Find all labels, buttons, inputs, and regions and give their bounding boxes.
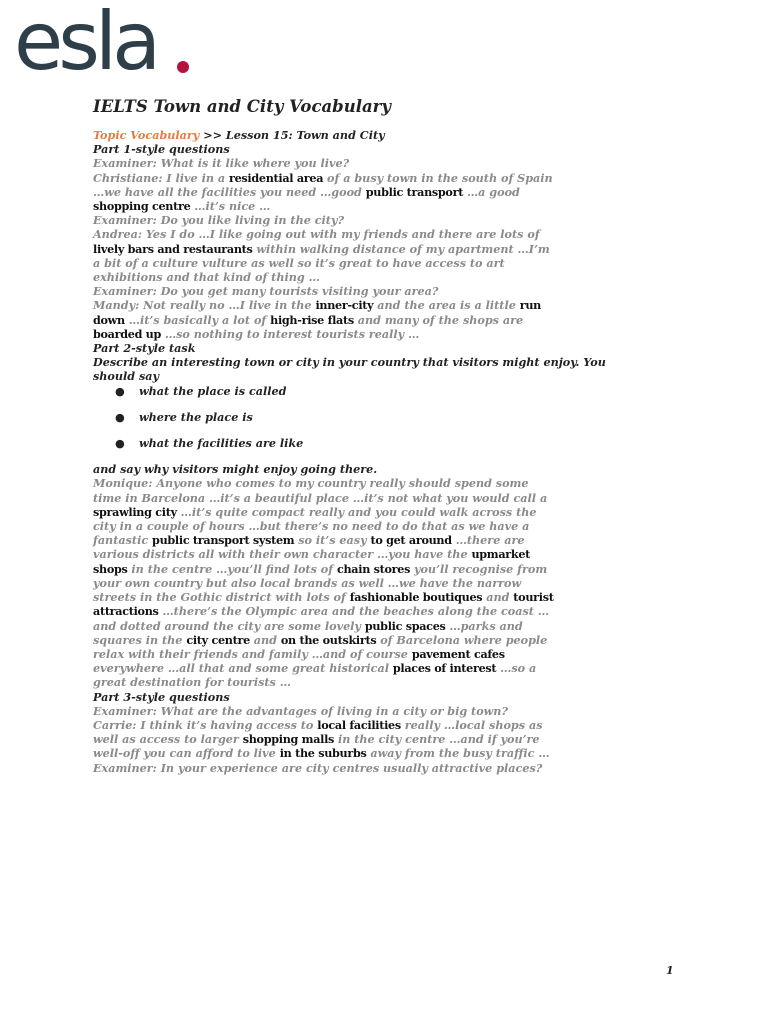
breadcrumb-separator: >> [199,128,226,142]
answer-text: …a good [463,184,520,199]
breadcrumb-lesson: Lesson 15: Town and City [225,128,385,142]
key-vocabulary: city centre [186,632,250,647]
answer-text: in the city centre …and if you’re well-off you can afford to live [93,732,540,761]
part2-after-text: and say why visitors might enjoy going there. [93,462,378,477]
key-vocabulary: pavement cafes [411,646,505,661]
key-vocabulary: to get around [370,533,452,548]
key-vocabulary: sprawling city [93,504,177,519]
answer-text: Monique: Anyone who comes to my country really should spend some time in Barcelona …it’s a beautiful place …it’s not what you would call a [93,476,548,505]
part1-question-1: Examiner: What is it like where you live? [93,156,350,171]
key-vocabulary: shopping centre [93,199,191,214]
key-vocabulary: residential area [229,170,324,185]
part1-question-2: Examiner: Do you like living in the city? [93,213,344,228]
breadcrumb-topic-link[interactable]: Topic Vocabulary [93,128,200,142]
part3-heading: Part 3-style questions [93,689,230,704]
key-vocabulary: run down [93,298,542,327]
part3-question-2: Examiner: In your experience are city centres usually attractive places? [93,760,543,775]
key-vocabulary: in the suburbs [279,746,367,761]
key-vocabulary: places of interest [392,661,497,676]
part3-question-1: Examiner: What are the advantages of living in a city or big town? [93,703,508,718]
part2-heading: Part 2-style task [93,341,196,356]
bullet-text: what the facilities are like [139,436,304,451]
key-vocabulary: lively bars and restaurants [93,241,253,256]
answer-text: so it’s easy [294,533,371,548]
key-vocabulary: on the outskirts [280,632,377,647]
answer-text: and many of the shops are [353,312,524,327]
key-vocabulary: upmarket shops [93,547,531,576]
answer-text: you’ll recognise from your own country but also local brands as well …we have the narrow streets in the Gothic district with lots of [93,561,548,605]
list-item [115,384,633,398]
part2-prompt: Describe an interesting town or city in your country that visitors might enjoy. You should say [93,355,606,384]
answer-text: …there’s the Olympic area and the beaches along the coast …and dotted around the city are some lovely [93,604,550,633]
answer-text: …it’s quite compact really and you could walk across the city in a couple of hours …but there’s no need to do that as we have a fantastic [93,504,537,548]
part3-answer-1 [93,718,555,761]
key-vocabulary: fashionable boutiques [349,590,483,605]
answer-text: and the area is a little [373,298,520,313]
answer-text: Mandy: Not really no …I live in the [93,298,316,313]
answer-text: …it’s basically a lot of [124,312,271,327]
list-item [115,436,633,450]
answer-text: Christiane: I live in a [93,170,229,185]
key-vocabulary: inner-city [315,298,374,313]
key-vocabulary: public spaces [364,618,446,633]
part2-bullet-list [115,384,633,451]
breadcrumb [93,128,633,142]
page-number: 1 [666,964,674,977]
answer-text: in the centre …you’ll find lots of [127,561,337,576]
answer-text: Carrie: I think it’s having access to [93,717,318,732]
answer-text: away from the busy traffic … [366,746,550,761]
bullet-icon: ● [115,383,125,398]
key-vocabulary: public transport [365,184,464,199]
part1-question-3: Examiner: Do you get many tourists visiting your area? [93,284,439,299]
answer-text: …it’s nice … [190,199,271,214]
key-vocabulary: high-rise flats [270,312,354,327]
bullet-text: what the place is called [139,383,287,398]
bullet-text: where the place is [139,409,253,424]
bullet-icon: ● [115,436,125,451]
answer-text: and [482,590,514,605]
key-vocabulary: tourist attractions [93,590,554,619]
document-body [93,128,633,775]
answer-text: …parks and squares in the [93,618,523,647]
answer-text: really …local shops as well as access to larger [93,717,543,747]
key-vocabulary: boarded up [93,326,162,341]
esla-logo: esla [14,0,157,88]
answer-text: …there are various districts all with their own character …you have the [93,533,525,562]
answer-text: Andrea: Yes I do …I like going out with my friends and there are lots of [93,227,540,242]
answer-text: …so nothing to interest tourists really … [161,326,420,341]
key-vocabulary: local facilities [317,717,401,732]
part1-answer-1 [93,171,555,214]
answer-text: …so a great destination for tourists … [93,661,537,690]
key-vocabulary: chain stores [336,561,411,576]
part1-answer-3 [93,298,555,341]
answer-text: of a busy town in the south of Spain …we have all the facilities you need …good [93,170,553,199]
key-vocabulary: shopping malls [242,732,335,747]
part1-heading: Part 1-style questions [93,142,230,157]
bullet-icon: ● [115,409,125,424]
answer-text: within walking distance of my apartment …I’m a bit of a culture vulture as well so it’s great to have access to art exhibitions and that kind of thing … [93,241,550,285]
list-item [115,410,633,424]
part2-answer [93,476,555,689]
logo-dot [177,61,189,73]
part1-answer-2 [93,227,555,284]
answer-text: everywhere …all that and some great historical [93,661,393,676]
answer-text: and [249,632,281,647]
answer-text: of Barcelona where people relax with their friends and family …and of course [93,632,548,661]
page-title: IELTS Town and City Vocabulary [93,97,391,116]
key-vocabulary: public transport system [152,533,295,548]
